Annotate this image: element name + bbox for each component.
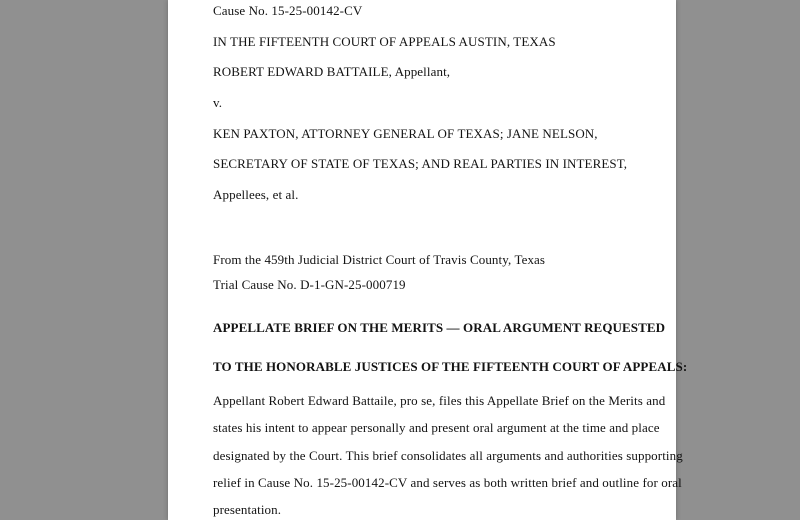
salutation-line: TO THE HONORABLE JUSTICES OF THE FIFTEENTH COURT OF APPEALS: [213, 359, 688, 374]
court-name-line: IN THE FIFTEENTH COURT OF APPEALS AUSTIN, TEXAS [213, 34, 556, 49]
body-line-1: Appellant Robert Edward Battaile, pro se, files this Appellate Brief on the Merits and [213, 393, 666, 408]
body-line-4: relief in Cause No. 15-25-00142-CV and serves as both written brief and outline for oral [213, 475, 682, 490]
appellees-line-3: Appellees, et al. [213, 187, 299, 202]
trial-cause-line: Trial Cause No. D-1-GN-25-000719 [213, 277, 406, 292]
appellees-line-2: SECRETARY OF STATE OF TEXAS; AND REAL PARTIES IN INTEREST, [213, 156, 628, 171]
body-line-5: presentation. [213, 502, 282, 517]
body-line-3: designated by the Court. This brief consolidates all arguments and authorities supporting [213, 448, 683, 463]
brief-page [168, 0, 688, 520]
cause-number-line: Cause No. 15-25-00142-CV [213, 3, 363, 18]
appellees-line-1: KEN PAXTON, ATTORNEY GENERAL OF TEXAS; JANE NELSON, [213, 126, 598, 141]
appellant-line: ROBERT EDWARD BATTAILE, Appellant, [213, 64, 451, 79]
body-line-2: states his intent to appear personally and present oral argument at the time and place [213, 420, 660, 435]
versus-line: v. [213, 95, 223, 110]
origin-court-line: From the 459th Judicial District Court of Travis County, Texas [213, 252, 546, 267]
brief-title: APPELLATE BRIEF ON THE MERITS — ORAL ARGUMENT REQUESTED [213, 320, 666, 335]
